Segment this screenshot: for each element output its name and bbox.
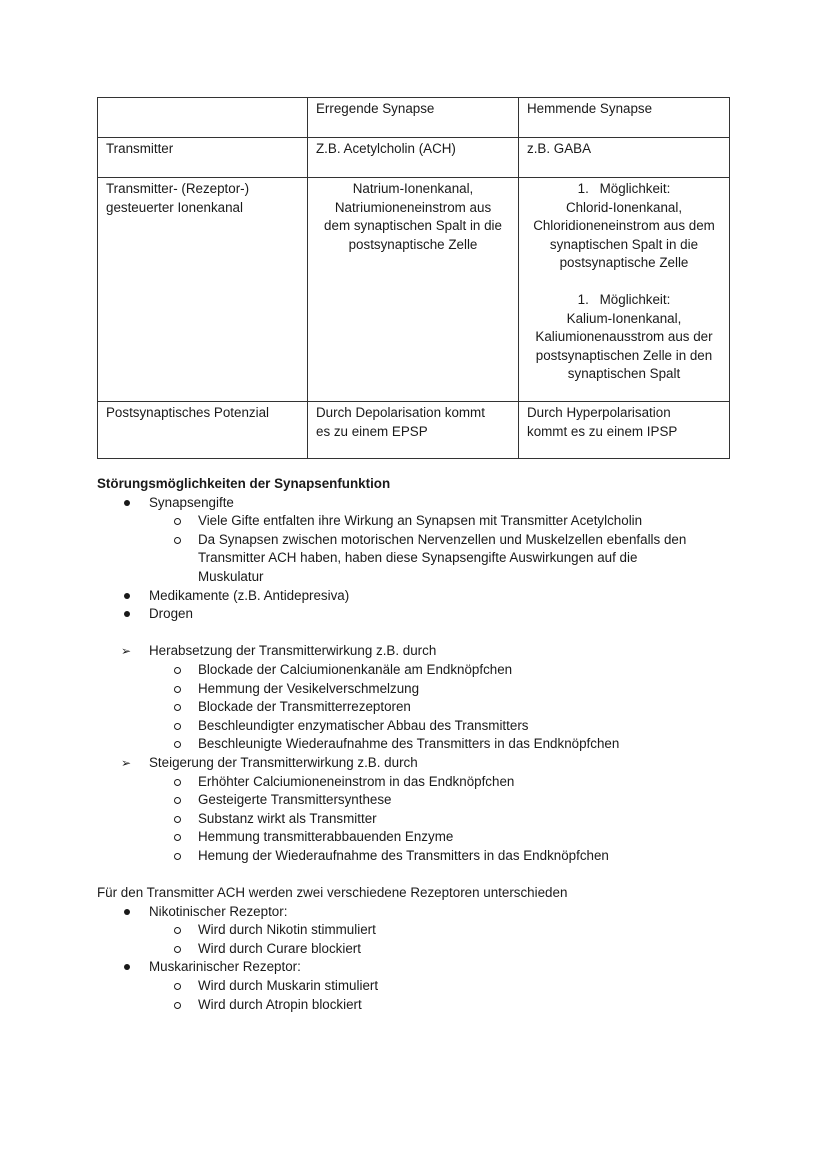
receptor-list [97,903,737,1015]
arrow-bullet-icon: ➢ [121,755,132,770]
cell-excitatory-potential [308,402,519,459]
cell-text-line: postsynaptische Zelle [348,236,478,252]
cell-text-line: es zu einem EPSP [316,423,428,439]
list-item: Blockade der Transmitterrezeptoren [97,698,737,717]
table-header-excitatory: Erregende Synapse [308,98,519,138]
list-item: Wird durch Muskarin stimuliert [97,977,737,996]
toxins-label: Synapsengifte [149,494,234,510]
cell-text-line: Chlorid-Ionenkanal, [565,199,683,215]
table-row-potential [98,402,730,459]
effect-arrow-list [97,642,737,865]
muscarinic-sublist [97,977,737,1014]
table-row-transmitter [98,138,730,178]
receptors-intro: Für den Transmitter ACH werden zwei verschiedene Rezeptoren unterschieden [97,885,568,901]
list-item: Substanz wirkt als Transmitter [97,810,737,829]
cell-text-line: Kaliumionenausstrom aus der [535,329,713,345]
disturbance-bullet-list [97,494,737,624]
list-item: Blockade der Calciumionenkanäle am Endknöpfchen [97,661,737,680]
list-item: Viele Gifte entfalten ihre Wirkung an Synapsen mit Transmitter Acetylcholin [97,512,737,531]
cell-inhibitory-transmitter: z.B. GABA [519,138,730,178]
cell-text-line: synaptischen Spalt in die [549,236,699,252]
decrease-label: Herabsetzung der Transmitterwirkung z.B. durch [149,643,437,659]
cell-inhibitory-ionchannel [519,178,730,402]
option-2-title [527,291,721,310]
cell-text-line: Durch Depolarisation kommt [316,405,485,420]
cell-text-line: Natrium-Ionenkanal, [352,181,474,196]
list-item: Beschleundigter enzymatischer Abbau des Transmitters [97,717,737,736]
cell-text-line: Chloridioneneinstrom aus dem [533,218,715,234]
row-label-ionchannel [98,178,308,402]
list-item: Wird durch Curare blockiert [97,940,737,959]
cell-text-line: Kalium-Ionenkanal, [566,310,682,326]
cell-gap [527,273,721,291]
list-item-drugs: Drogen [97,605,737,624]
list-item: Gesteigerte Transmittersynthese [97,791,737,810]
list-item: Beschleunigte Wiederaufnahme des Transmitters in das Endknöpfchen [97,735,737,754]
spacer [97,624,737,643]
cell-text-line: synaptischen Spalt [567,366,681,382]
list-item-medication: Medikamente (z.B. Antidepresiva) [97,587,737,606]
cell-text-line: Durch Hyperpolarisation [527,405,671,420]
increase-sublist [97,773,737,866]
row-label-potential: Postsynaptisches Potenzial [98,402,308,459]
option-2-title-text: Möglichkeit: [599,291,671,307]
list-item-toxins [97,494,737,587]
table-header-inhibitory: Hemmende Synapse [519,98,730,138]
option-2-number: 1. [577,291,589,307]
section-heading: Störungsmöglichkeiten der Synapsenfunktion [97,476,391,491]
table-row-ionchannel [98,178,730,402]
table-header-empty [98,98,308,138]
list-item-line: Transmitter ACH haben, haben diese Synapsengifte Auswirkungen auf die [198,550,638,566]
nicotinic-sublist [97,921,737,958]
list-item-muscarinic [97,958,737,1014]
list-item: Wird durch Nikotin stimmuliert [97,921,737,940]
cell-text-line: kommt es zu einem IPSP [527,423,678,439]
table-header-row [98,98,730,138]
option-1-title [527,180,721,199]
spacer [97,865,737,884]
toxins-sublist [97,512,737,586]
row-label-ionchannel-line1: Transmitter- (Rezeptor-) [106,181,250,196]
increase-label: Steigerung der Transmitterwirkung z.B. durch [149,754,418,770]
row-label-transmitter: Transmitter [98,138,308,178]
list-item: Hemmung transmitterabbauenden Enzyme [97,828,737,847]
cell-text-line: Natriumioneneinstrom aus [334,199,492,215]
row-label-ionchannel-line2: gesteuerter Ionenkanal [106,199,243,215]
cell-text-line: postsynaptischen Zelle in den [535,347,713,363]
decrease-sublist [97,661,737,754]
arrow-bullet-icon: ➢ [121,644,132,659]
list-item-increase [97,754,737,866]
nicotinic-label: Nikotinischer Rezeptor: [149,903,288,919]
list-item: Hemung der Wiederaufnahme des Transmitters in das Endknöpfchen [97,847,737,866]
list-item: Wird durch Atropin blockiert [97,996,737,1015]
cell-excitatory-transmitter: Z.B. Acetylcholin (ACH) [308,138,519,178]
synapse-comparison-table [97,97,730,459]
cell-excitatory-ionchannel [308,178,519,402]
list-item-decrease [97,642,737,754]
muscarinic-label: Muskarinischer Rezeptor: [149,959,301,975]
cell-text-line: postsynaptische Zelle [559,255,689,271]
list-item [97,531,737,587]
list-item: Hemmung der Vesikelverschmelzung [97,680,737,699]
cell-text-line: dem synaptischen Spalt in die [324,218,502,234]
list-item-nicotinic [97,903,737,959]
list-item-line: Da Synapsen zwischen motorischen Nervenzellen und Muskelzellen ebenfalls den [198,531,687,547]
cell-inhibitory-potential [519,402,730,459]
list-item-line: Muskulatur [198,568,264,584]
disturbances-section [97,475,737,1014]
list-item: Erhöhter Calciumioneneinstrom in das Endknöpfchen [97,773,737,792]
option-1-title-text: Möglichkeit: [599,181,671,196]
option-1-number: 1. [577,181,589,196]
